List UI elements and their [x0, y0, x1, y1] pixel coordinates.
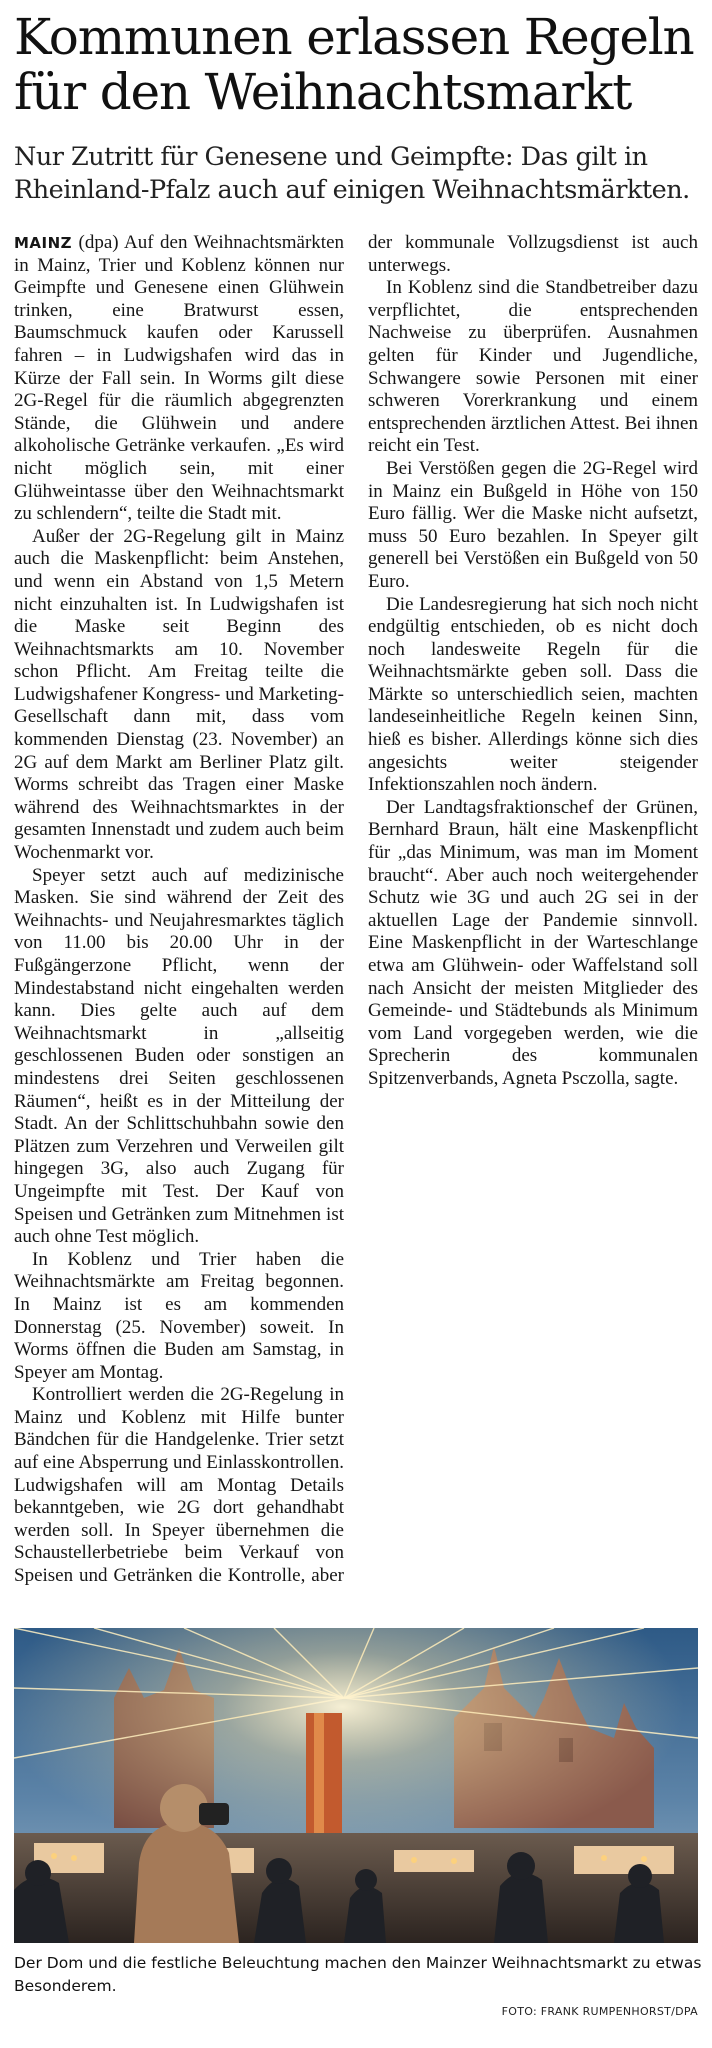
article-paragraph-5: Kontrolliert werden die 2G-Regelung in Mainz und Koblenz mit Hilfe bunter Bändchen für die Handgelenke. Trier setzt auf eine Absperrung und Einlasskontrollen. Ludwigshafen will am Montag Details bekanntgeben, wie 2G dort gehandhabt werden soll. In Speyer übernehmen die Schaustellerbetriebe beim Verkauf von Speisen und Getränken die Kontrolle, aber der kommunale Vollzugsdienst ist auch unterwegs. [14, 232, 698, 1587]
article-dateline: MAINZ [14, 234, 73, 252]
photo-credit: FOTO: FRANK RUMPENHORST/DPA [501, 2005, 698, 2018]
article-paragraph-1-text: (dpa) Auf den Weihnachtsmärkten in Mainz, Trier und Koblenz können nur Geimpfte und Genesene einen Glühwein trinken, eine Bratwurst essen, Baumschmuck kaufen oder Karussell fahren – in Ludwigshafen wird das in Kürze der Fall sein. In Worms gilt diese 2G-Regel für die räumlich abgegrenzten Stände, die Glühwein und andere alkoholische Getränke verkaufen. „Es wird nicht möglich sein, mit einer Glühweintasse über den Weihnachtsmarkt zu schlendern“, teilte die Stadt mit. [14, 232, 344, 525]
article-paragraph-9: Der Landtagsfraktionschef der Grünen, Bernhard Braun, hält eine Maskenpflicht für „das Minimum, was man im Moment braucht“. Aber auch noch weitergehender Schutz wie 3G und auch 2G sei in der aktuellen Lage der Pandemie sinnvoll. Eine Maskenpflicht in der Warteschlange etwa am Glühwein- oder Waffelstand soll nach Ansicht der meisten Mitglieder des Gemeinde- und Städtebunds als Minimum vom Land vorgegeben werden, wie die Sprecherin des kommunalen Spitzenverbands, Agneta Psczolla, sagte. [368, 796, 698, 1089]
article-headline: Kommunen erlassen Regeln für den Weihnachtsmarkt [14, 8, 694, 121]
photo-caption: Der Dom und die festliche Beleuchtung machen den Mainzer Weihnachtsmarkt zu etwas Besonderem. [14, 1954, 702, 1995]
article-paragraph-3: Speyer setzt auch auf medizinische Masken. Sie sind während der Zeit des Weihnachts- und Neujahresmarktes täglich von 11.00 bis 20.00 Uhr in der Fußgängerzone Pflicht, wenn der Mindestabstand nicht eingehalten werden kann. Dies gelte auch auf dem Weihnachtsmarkt in „allseitig geschlossenen Buden oder sonstigen an mindestens drei Seiten geschlossenen Räumen“, heißt es in der Mitteilung der Stadt. An der Schlittschuhbahn sowie den Plätzen zum Verzehren und Verweilen gilt hingegen 3G, also auch Zugang für Ungeimpfte mit Test. Der Kauf von Speisen und Getränken zum Mitnehmen ist auch ohne Test möglich. [14, 864, 344, 1248]
article-photo [14, 1628, 698, 1943]
article-paragraph-4: In Koblenz und Trier haben die Weihnachtsmärkte am Freitag begonnen. In Mainz ist es am kommenden Donnerstag (25. November) soweit. In Worms öffnen die Buden am Samstag, in Speyer am Montag. [14, 1248, 344, 1383]
article-paragraph-2: Außer der 2G-Regelung gilt in Mainz auch die Maskenpflicht: beim Anstehen, und wenn ein Abstand von 1,5 Metern nicht einzuhalten ist. In Ludwigshafen ist die Maske seit Beginn des Weihnachtsmarkts am 10. November schon Pflicht. Am Freitag teilte die Ludwigshafener Kongress- und Marketing-Gesellschaft dann mit, dass vom kommenden Dienstag (23. November) an 2G auf dem Markt am Berliner Platz gilt. Worms schreibt das Tragen einer Maske während des Weihnachtsmarktes in der gesamten Innenstadt und zudem auch beim Wochenmarkt vor. [14, 525, 344, 864]
article-paragraph-8: Die Landesregierung hat sich noch nicht endgültig entschieden, ob es nicht doch noch landesweite Regeln für die Weihnachtsmärkte geben soll. Dass die Märkte so unterschiedlich seien, machten landeseinheitliche Regeln keinen Sinn, hieß es bisher. Allerdings könne sich dies angesichts weiter steigender Infektionszahlen noch ändern. [368, 593, 698, 796]
article-paragraph-7: Bei Verstößen gegen die 2G-Regel wird in Mainz ein Bußgeld in Höhe von 150 Euro fällig. Wer die Maske nicht aufsetzt, muss 50 Euro bezahlen. In Speyer gilt generell bei Verstößen ein Bußgeld von 50 Euro. [368, 457, 698, 592]
article-body [14, 232, 698, 1614]
christmas-market-cathedral-photo [14, 1628, 698, 1943]
article-paragraph-1 [14, 232, 344, 526]
article-subheadline: Nur Zutritt für Genesene und Geimpfte: Das gilt in Rheinland-Pfalz auch auf einigen Weihnachtsmärkten. [14, 142, 690, 205]
article-paragraph-6: In Koblenz sind die Standbetreiber dazu verpflichtet, die entsprechenden Nachweise zu überprüfen. Ausnahmen gelten für Kinder und Jugendliche, Schwangere sowie Personen mit einer schweren Vorerkrankung und einem entsprechenden ärztlichen Attest. Bei ihnen reicht ein Test. [368, 277, 698, 457]
